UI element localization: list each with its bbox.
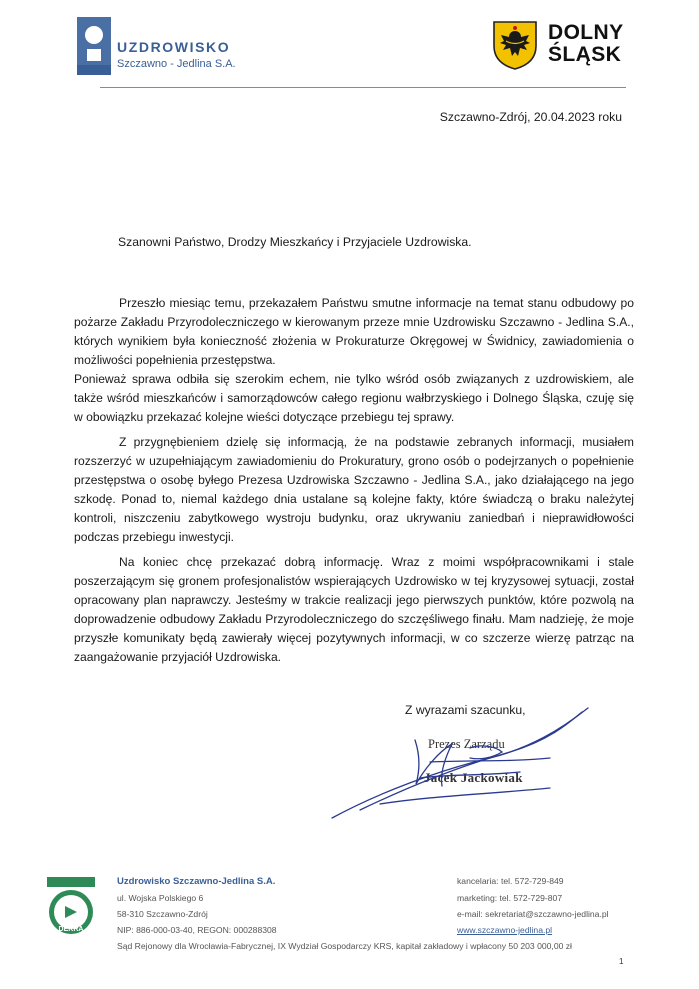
footer-marketing-phone: marketing: tel. 572-729-807 (457, 893, 563, 903)
footer-office-phone: kancelaria: tel. 572-729-849 (457, 876, 564, 886)
letter-section-2 (74, 433, 634, 547)
footer-company-name: Uzdrowisko Szczawno-Jedlina S.A. (117, 876, 276, 887)
company-logo (75, 15, 275, 77)
uzdrowisko-logo-mark (75, 15, 113, 77)
letter-closing: Z wyrazami szacunku, (405, 703, 526, 717)
letter-section-3 (74, 553, 634, 667)
footer-city: 58-310 Szczawno-Zdrój (117, 909, 208, 919)
signatory-name: Jacek Jackowiak (424, 770, 523, 785)
signatory-title: Prezes Zarządu (428, 737, 505, 751)
dekra-label: DEKRA (58, 926, 84, 933)
paragraph-2: Ponieważ sprawa odbiła się szerokim echem, nie tylko wśród osób związanych z uzdrowiskiem, ale także wśród mieszkańców i samorządowców całego regionu wałbrzyskiego i Dolnego Śląska, czuję się w obowiązku przekazać kolejne wieści dotyczące przebiegu tej sprawy. (74, 372, 634, 424)
paragraph-1: Przeszło miesiąc temu, przekazałem Państwu smutne informacje na temat stanu odbudowy po pożarze Zakładu Przyrodoleczniczego w kierowanym przeze mnie Uzdrowisku Szczawno - Jedlina S.A., których wynikiem była konieczność złożenia w Prokuraturze Okręgowej w Świdnicy, zawiadomienia o możliwości popełnienia przestępstwa. (74, 296, 634, 367)
eagle-shield-icon (492, 20, 538, 70)
region-name-line2: ŚLĄSK (548, 43, 622, 66)
region-logo (492, 20, 662, 70)
footer-street: ul. Wojska Polskiego 6 (117, 893, 204, 903)
footer-tax-ids: NIP: 886-000-03-40, REGON: 000288308 (117, 925, 277, 935)
paragraph-3: Z przygnębieniem dzielę się informacją, że na podstawie zebranych informacji, musiałem rozszerzyć w uzupełniającym zawiadomieniu do Prokuratury, grono osób o podejrzanych o popełnienie przestępstwa o osobę byłego Prezesa Uzdrowiska Szczawno - Jedlina S.A., jako działającego na jego szkodę. Ponad to, niemal każdego dnia ustalane są kolejne fakty, które świadczą o braku należytej kontroli, niszczeniu zabytkowego wystroju budynku, oraz ukrywaniu zaniedbań i nieprawidłowości podczas przebiegu inwestycji. (74, 435, 634, 544)
footer-website-link[interactable]: www.szczawno-jedlina.pl (457, 925, 553, 935)
letter-date: Szczawno-Zdrój, 20.04.2023 roku (439, 110, 622, 124)
paragraph-4: Na koniec chcę przekazać dobrą informację. Wraz z moimi współpracownikami i stale poszerzającym się gronem profesjonalistów wspierających Uzdrowisko w tej kryzysowej sytuacji, został opracowany plan naprawczy. Jesteśmy w trakcie realizacji jego pierwszych punktów, które pozwolą na doprowadzenie odbudowy Zakładu Przyrodoleczniczego do szczęśliwego finału. Mam nadzieję, że moje przyszłe komunikaty będą zawierały więcej pozytywnych informacji, w co szczerze wierzę patrząc na zaangażowanie przyjaciół Uzdrowiska. (74, 555, 634, 664)
dekra-certificate-icon (45, 876, 97, 936)
region-name-line1: DOLNY (548, 21, 624, 44)
footer-email[interactable]: e-mail: sekretariat@szczawno-jedlina.pl (457, 909, 609, 919)
letter-salutation: Szanowni Państwo, Drodzy Mieszkańcy i Przyjaciele Uzdrowiska. (118, 235, 472, 249)
handwritten-signature (320, 700, 610, 825)
brand-name: UZDROWISKO (117, 39, 231, 55)
page-number: 1 (619, 957, 624, 966)
brand-subtitle: Szczawno - Jedlina S.A. (117, 58, 236, 70)
header-divider (100, 87, 626, 88)
footer-court-registration: Sąd Rejonowy dla Wrocławia-Fabrycznej, IX Wydział Gospodarczy KRS, kapitał zakładowy i wpłacony 50 203 000,00 zł (117, 941, 572, 951)
letter-section-1 (74, 294, 634, 427)
